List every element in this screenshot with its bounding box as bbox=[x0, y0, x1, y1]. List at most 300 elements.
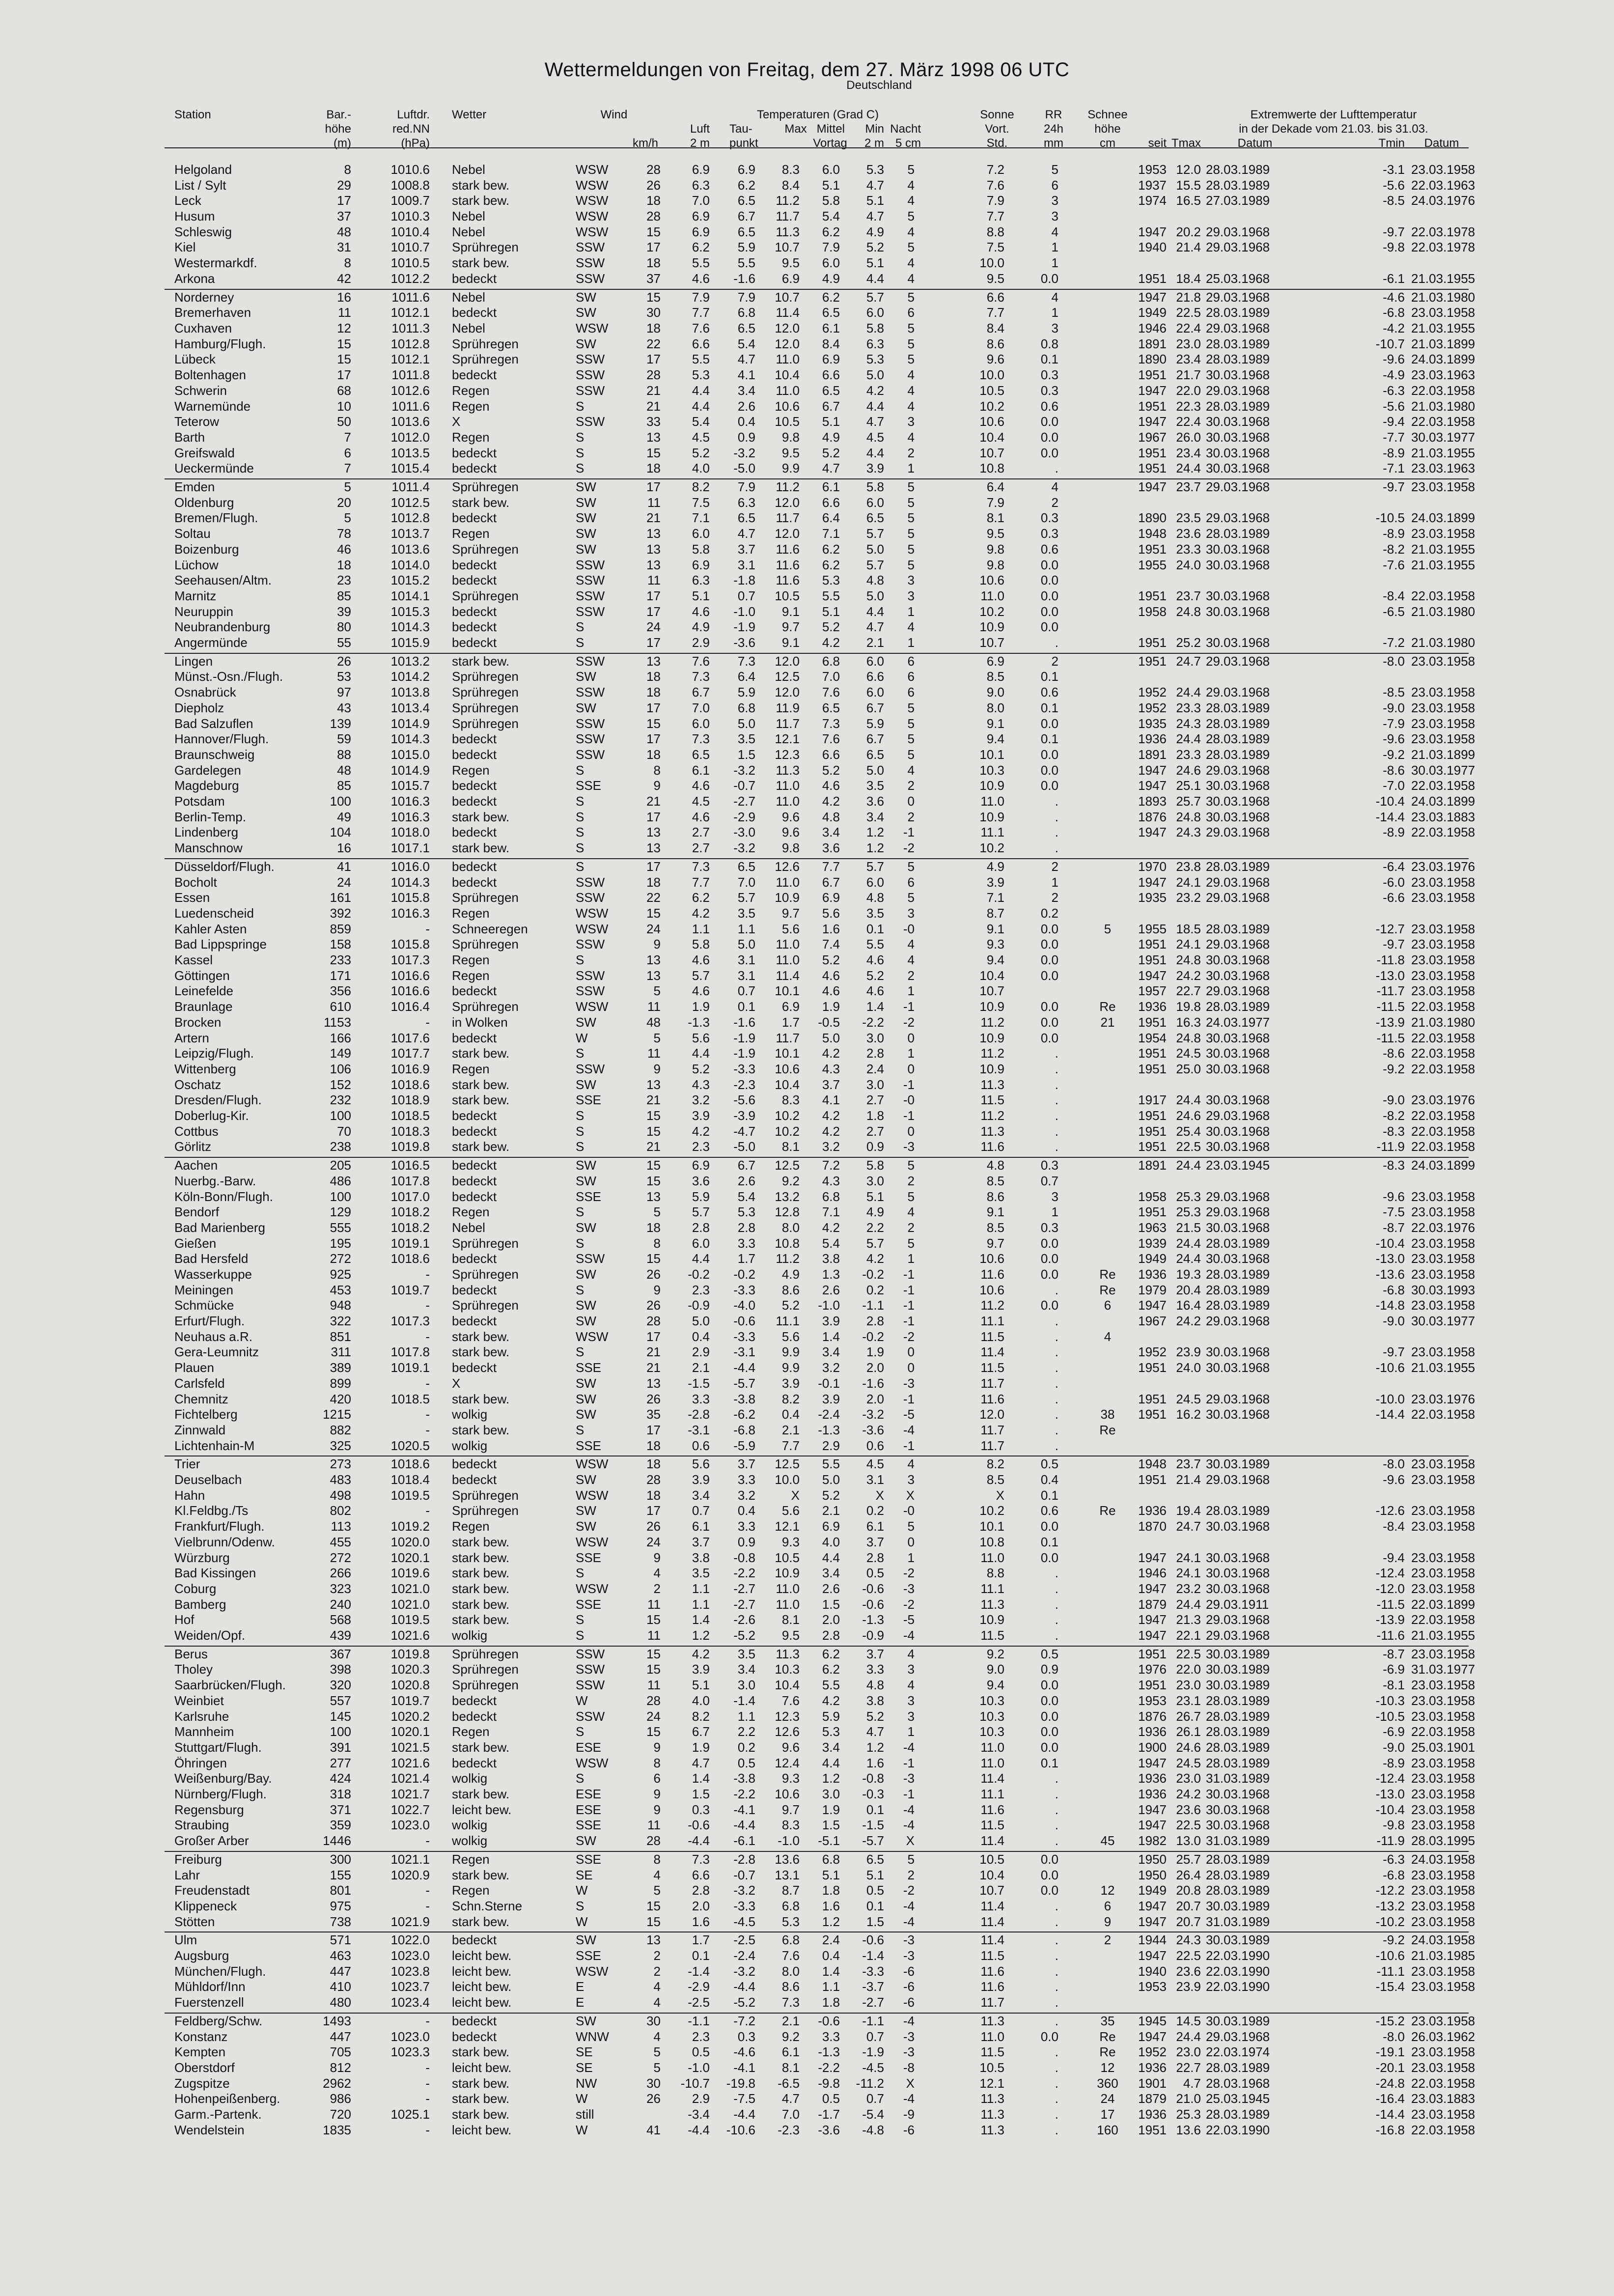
cell-dew-point: -2.2 bbox=[733, 1787, 755, 1801]
cell-night-min: 5 bbox=[907, 1852, 915, 1867]
cell-max-temp: 9.3 bbox=[781, 1771, 800, 1786]
cell-dew-point: -2.3 bbox=[733, 1077, 755, 1092]
cell-tmax: 24.8 bbox=[1176, 952, 1201, 967]
cell-night-min: 0 bbox=[907, 794, 915, 809]
cell-mean-prev-day: 7.3 bbox=[822, 716, 840, 731]
cell-air-temp: 6.7 bbox=[692, 685, 710, 700]
cell-mean-prev-day: 2.4 bbox=[822, 1932, 840, 1947]
cell-mean-prev-day: -1.3 bbox=[818, 1423, 840, 1437]
cell-dew-point: 1.7 bbox=[737, 1251, 755, 1266]
cell-tmax-date: 27.03.1989 bbox=[1206, 193, 1270, 208]
cell-wind-speed: 33 bbox=[646, 414, 661, 429]
cell-since: 1951 bbox=[1138, 635, 1167, 650]
cell-wind-dir: W bbox=[576, 1031, 588, 1045]
cell-tmin-date: 23.03.1883 bbox=[1411, 810, 1475, 824]
cell-wind-speed: 8 bbox=[653, 763, 661, 778]
cell-sun-hours: 11.3 bbox=[980, 2107, 1004, 2122]
cell-bar-height: 149 bbox=[330, 1046, 351, 1061]
cell-dew-point: 3.7 bbox=[737, 542, 755, 557]
cell-pressure: 1018.5 bbox=[390, 1108, 430, 1123]
cell-precip: . bbox=[1055, 461, 1058, 476]
cell-bar-height: 320 bbox=[330, 1678, 351, 1692]
group-separator bbox=[165, 1646, 1469, 1647]
cell-air-temp: 6.9 bbox=[692, 224, 710, 239]
cell-weather: Sprühregen bbox=[452, 479, 519, 494]
cell-dew-point: 3.3 bbox=[737, 1472, 755, 1487]
cell-sun-hours: 9.1 bbox=[986, 1204, 1004, 1219]
cell-tmax-date: 29.03.1968 bbox=[1206, 290, 1270, 305]
cell-air-temp: 6.1 bbox=[692, 1519, 710, 1534]
cell-mean-prev-day: 7.1 bbox=[822, 1204, 840, 1219]
cell-mean-prev-day: 6.5 bbox=[822, 383, 840, 398]
cell-tmax: 25.4 bbox=[1176, 1124, 1201, 1139]
cell-since: 1963 bbox=[1138, 1220, 1167, 1235]
cell-dew-point: -4.4 bbox=[733, 1818, 755, 1832]
cell-bar-height: 899 bbox=[330, 1376, 351, 1391]
cell-tmax: 25.3 bbox=[1176, 1204, 1201, 1219]
cell-sun-hours: 10.1 bbox=[979, 1519, 1004, 1534]
cell-station: Regensburg bbox=[174, 1802, 244, 1817]
cell-bar-height: 571 bbox=[330, 1932, 351, 1947]
cell-precip: 0.0 bbox=[1040, 1693, 1058, 1708]
cell-sun-hours: 11.6 bbox=[980, 1139, 1004, 1154]
cell-tmin: -11.8 bbox=[1376, 952, 1405, 967]
cell-tmin: -13.9 bbox=[1375, 1612, 1405, 1627]
cell-wind-speed: 21 bbox=[646, 1092, 661, 1107]
cell-tmin: -8.7 bbox=[1383, 1647, 1405, 1661]
cell-station: Feldberg/Schw. bbox=[174, 2014, 263, 2028]
cell-since: 1947 bbox=[1138, 1948, 1167, 1963]
cell-sun-hours: 11.2 bbox=[980, 1298, 1004, 1313]
cell-bar-height: 277 bbox=[330, 1756, 351, 1770]
cell-max-temp: 4.7 bbox=[781, 2091, 800, 2106]
cell-night-min: 1 bbox=[907, 461, 915, 476]
cell-max-temp: 7.0 bbox=[781, 2107, 800, 2122]
cell-air-temp: 7.7 bbox=[692, 305, 710, 320]
cell-snow: 6 bbox=[1104, 1899, 1112, 1913]
cell-dew-point: 5.9 bbox=[737, 685, 755, 700]
cell-tmax: 23.1 bbox=[1176, 1693, 1201, 1708]
cell-night-min: -1 bbox=[903, 1298, 915, 1313]
cell-weather: bedeckt bbox=[452, 573, 497, 588]
cell-sun-hours: 4.8 bbox=[986, 1158, 1004, 1173]
cell-min-temp: 1.9 bbox=[866, 1344, 884, 1359]
cell-tmin: -8.5 bbox=[1383, 685, 1405, 700]
cell-mean-prev-day: 1.5 bbox=[822, 1818, 840, 1832]
cell-air-temp: -1.3 bbox=[688, 1015, 710, 1030]
cell-tmin: -10.4 bbox=[1375, 1802, 1405, 1817]
cell-since: 1936 bbox=[1138, 1771, 1167, 1786]
cell-tmin-date: 23.03.1976 bbox=[1411, 1392, 1475, 1406]
cell-tmax-date: 29.03.1968 bbox=[1206, 383, 1270, 398]
cell-tmin: -8.3 bbox=[1383, 1124, 1405, 1139]
cell-pressure: 1009.7 bbox=[390, 193, 430, 208]
cell-pressure: 1015.7 bbox=[390, 778, 430, 793]
cell-since: 1944 bbox=[1138, 1932, 1167, 1947]
header-std: Std. bbox=[986, 137, 1008, 150]
cell-wind-speed: 2 bbox=[653, 1948, 661, 1963]
cell-tmax-date: 29.03.1968 bbox=[1206, 1392, 1270, 1406]
cell-bar-height: 453 bbox=[330, 1283, 351, 1297]
cell-tmin: -8.7 bbox=[1383, 1220, 1405, 1235]
cell-sun-hours: 10.9 bbox=[979, 810, 1004, 824]
cell-min-temp: 5.0 bbox=[866, 763, 884, 778]
cell-air-temp: 4.4 bbox=[692, 1046, 710, 1061]
cell-station: Klippeneck bbox=[174, 1899, 237, 1913]
header-datum2: Datum bbox=[1424, 137, 1459, 150]
cell-tmax: 25.2 bbox=[1176, 635, 1201, 650]
cell-min-temp: 5.8 bbox=[866, 1158, 884, 1173]
cell-air-temp: -3.4 bbox=[688, 2107, 710, 2122]
cell-station: Potsdam bbox=[174, 794, 225, 809]
cell-sun-hours: 10.4 bbox=[979, 1868, 1004, 1882]
cell-night-min: -1 bbox=[903, 1438, 915, 1453]
cell-max-temp: 10.3 bbox=[775, 1662, 800, 1677]
cell-dew-point: 0.7 bbox=[737, 588, 755, 603]
cell-mean-prev-day: 3.8 bbox=[822, 1251, 840, 1266]
cell-pressure: - bbox=[425, 1015, 430, 1030]
cell-wind-dir: S bbox=[576, 1124, 584, 1139]
cell-bar-height: 70 bbox=[337, 1124, 351, 1139]
cell-precip: . bbox=[1055, 2123, 1058, 2137]
cell-tmin-date: 23.03.1958 bbox=[1411, 2014, 1475, 2028]
cell-tmax-date: 30.03.1989 bbox=[1206, 1678, 1270, 1692]
cell-tmax-date: 29.03.1968 bbox=[1206, 224, 1270, 239]
cell-tmin-date: 21.03.1980 bbox=[1411, 1015, 1475, 1030]
cell-since: 1891 bbox=[1138, 336, 1167, 351]
group-separator bbox=[165, 478, 1469, 479]
cell-station: Gera-Leumnitz bbox=[174, 1344, 259, 1359]
cell-mean-prev-day: 4.6 bbox=[822, 778, 840, 793]
cell-pressure: 1012.8 bbox=[390, 510, 430, 525]
cell-air-temp: 4.4 bbox=[692, 1251, 710, 1266]
cell-night-min: -4 bbox=[903, 1914, 915, 1929]
cell-pressure: 1010.6 bbox=[390, 162, 430, 177]
cell-air-temp: 4.6 bbox=[692, 271, 710, 286]
cell-tmax: 26.7 bbox=[1176, 1709, 1201, 1724]
cell-pressure: 1010.4 bbox=[390, 224, 430, 239]
cell-bar-height: 1153 bbox=[324, 1015, 351, 1030]
cell-weather: stark bew. bbox=[452, 2044, 510, 2059]
cell-sun-hours: 10.7 bbox=[979, 1883, 1004, 1898]
cell-dew-point: 3.7 bbox=[737, 1456, 755, 1471]
group-separator bbox=[165, 653, 1469, 654]
cell-tmin-date: 21.03.1955 bbox=[1411, 1628, 1475, 1643]
cell-air-temp: 5.6 bbox=[692, 1456, 710, 1471]
cell-max-temp: 11.4 bbox=[776, 968, 800, 983]
cell-bar-height: 7 bbox=[344, 430, 351, 445]
cell-station: Leck bbox=[174, 193, 201, 208]
cell-tmin: -12.6 bbox=[1375, 1503, 1405, 1518]
cell-weather: stark bew. bbox=[452, 193, 510, 208]
cell-min-temp: 5.0 bbox=[866, 542, 884, 557]
cell-tmin-date: 23.03.1958 bbox=[1411, 1964, 1475, 1979]
cell-wind-speed: 4 bbox=[653, 1995, 661, 2010]
cell-tmin: -9.4 bbox=[1383, 414, 1405, 429]
cell-pressure: 1018.6 bbox=[390, 1077, 430, 1092]
cell-weather: bedeckt bbox=[452, 446, 497, 460]
cell-max-temp: 11.0 bbox=[776, 875, 800, 890]
cell-station: Freiburg bbox=[174, 1852, 222, 1867]
cell-snow: 12 bbox=[1100, 1883, 1115, 1898]
cell-since: 1947 bbox=[1138, 1756, 1167, 1770]
cell-tmin: -7.2 bbox=[1383, 635, 1405, 650]
cell-dew-point: 0.5 bbox=[737, 1756, 755, 1770]
cell-weather: stark bew. bbox=[452, 178, 510, 193]
cell-sun-hours: 11.4 bbox=[980, 1771, 1004, 1786]
cell-tmin-date: 21.03.1955 bbox=[1411, 271, 1475, 286]
cell-station: Fichtelberg bbox=[174, 1407, 238, 1422]
cell-weather: stark bew. bbox=[452, 654, 510, 669]
cell-dew-point: -1.9 bbox=[733, 619, 755, 634]
cell-wind-speed: 24 bbox=[646, 1535, 661, 1549]
cell-weather: bedeckt bbox=[452, 271, 497, 286]
cell-wind-speed: 28 bbox=[646, 367, 661, 382]
cell-tmin: -11.5 bbox=[1376, 1031, 1405, 1045]
cell-precip: 0.0 bbox=[1040, 1678, 1058, 1692]
cell-wind-dir: E bbox=[576, 1995, 584, 2010]
cell-precip: . bbox=[1055, 1787, 1058, 1801]
cell-station: Husum bbox=[174, 209, 215, 224]
cell-bar-height: 48 bbox=[337, 763, 351, 778]
cell-min-temp: -3.6 bbox=[862, 1423, 884, 1437]
cell-tmax-date: 30.03.1968 bbox=[1206, 1092, 1270, 1107]
cell-precip: . bbox=[1055, 1046, 1058, 1061]
cell-pressure: 1013.6 bbox=[390, 542, 430, 557]
cell-sun-hours: 9.7 bbox=[986, 1236, 1004, 1251]
cell-station: Würzburg bbox=[174, 1550, 230, 1565]
cell-air-temp: 1.4 bbox=[692, 1771, 710, 1786]
cell-dew-point: -1.0 bbox=[733, 604, 755, 619]
cell-station: Gardelegen bbox=[174, 763, 241, 778]
cell-weather: stark bew. bbox=[452, 1740, 510, 1755]
cell-tmax-date: 29.03.1968 bbox=[1206, 685, 1270, 700]
cell-night-min: -3 bbox=[903, 1581, 915, 1596]
cell-weather: Schneeregen bbox=[452, 922, 528, 936]
cell-tmax: 20.7 bbox=[1176, 1899, 1201, 1913]
cell-bar-height: 53 bbox=[337, 669, 351, 684]
cell-precip: . bbox=[1055, 794, 1058, 809]
cell-precip: 0.1 bbox=[1040, 1535, 1058, 1549]
cell-max-temp: 7.7 bbox=[781, 1438, 800, 1453]
cell-mean-prev-day: -0.1 bbox=[818, 1376, 840, 1391]
cell-precip: . bbox=[1055, 1092, 1058, 1107]
cell-since: 1951 bbox=[1138, 271, 1167, 286]
cell-station: Zinnwald bbox=[174, 1423, 226, 1437]
cell-min-temp: -1.5 bbox=[862, 1818, 884, 1832]
cell-weather: stark bew. bbox=[452, 1329, 510, 1344]
cell-wind-dir: SSE bbox=[576, 778, 602, 793]
cell-wind-speed: 18 bbox=[646, 747, 661, 762]
cell-wind-speed: 18 bbox=[646, 255, 661, 270]
cell-pressure: 1008.8 bbox=[390, 178, 430, 193]
cell-wind-speed: 15 bbox=[646, 1124, 661, 1139]
cell-since: 1879 bbox=[1138, 1597, 1167, 1612]
cell-air-temp: 5.5 bbox=[692, 352, 710, 366]
cell-since: 1976 bbox=[1138, 1662, 1167, 1677]
cell-since: 1936 bbox=[1138, 1724, 1167, 1739]
cell-wind-dir: SW bbox=[576, 669, 596, 684]
cell-since: 1951 bbox=[1138, 654, 1167, 669]
cell-since: 1953 bbox=[1138, 162, 1167, 177]
cell-tmax-date: 28.03.1989 bbox=[1206, 1236, 1270, 1251]
cell-dew-point: 1.1 bbox=[737, 922, 755, 936]
cell-wind-speed: 17 bbox=[646, 604, 661, 619]
cell-sun-hours: 10.4 bbox=[979, 430, 1004, 445]
cell-min-temp: -1.3 bbox=[862, 1612, 884, 1627]
cell-night-min: -4 bbox=[903, 1423, 915, 1437]
cell-tmin-date: 22.03.1899 bbox=[1411, 1597, 1475, 1612]
cell-station: Lübeck bbox=[174, 352, 216, 366]
cell-tmax-date: 30.03.1968 bbox=[1206, 604, 1270, 619]
cell-bar-height: 398 bbox=[330, 1662, 351, 1677]
cell-min-temp: 4.7 bbox=[866, 209, 884, 224]
cell-max-temp: 6.9 bbox=[781, 999, 800, 1014]
cell-tmin-date: 23.03.1958 bbox=[1411, 162, 1475, 177]
cell-since: 1947 bbox=[1138, 1550, 1167, 1565]
cell-tmin: -11.6 bbox=[1376, 1628, 1405, 1643]
cell-precip: 0.0 bbox=[1040, 1251, 1058, 1266]
cell-bar-height: 240 bbox=[330, 1597, 351, 1612]
cell-max-temp: 11.0 bbox=[776, 352, 800, 366]
cell-tmin-date: 22.03.1958 bbox=[1411, 1407, 1475, 1422]
cell-dew-point: 4.1 bbox=[737, 367, 755, 382]
cell-wind-dir: S bbox=[576, 840, 584, 855]
cell-tmin-date: 21.03.1899 bbox=[1411, 747, 1475, 762]
cell-tmax-date: 22.03.1990 bbox=[1206, 1964, 1270, 1979]
cell-tmin-date: 30.03.1977 bbox=[1411, 1314, 1475, 1328]
cell-tmin: -20.1 bbox=[1375, 2060, 1405, 2075]
cell-bar-height: 272 bbox=[330, 1251, 351, 1266]
cell-bar-height: 1835 bbox=[323, 2123, 351, 2137]
cell-precip: 0.1 bbox=[1040, 731, 1058, 746]
cell-wind-speed: 24 bbox=[646, 619, 661, 634]
cell-weather: Sprühregen bbox=[452, 1488, 519, 1503]
cell-wind-dir: S bbox=[576, 1724, 584, 1739]
cell-night-min: 2 bbox=[907, 968, 915, 983]
cell-night-min: -3 bbox=[903, 1139, 915, 1154]
cell-precip: 0.0 bbox=[1040, 778, 1058, 793]
cell-precip: 0.0 bbox=[1040, 937, 1058, 952]
cell-max-temp: 11.2 bbox=[776, 193, 800, 208]
cell-wind-dir: S bbox=[576, 1612, 584, 1627]
cell-max-temp: 9.7 bbox=[781, 906, 800, 921]
cell-station: Schleswig bbox=[174, 224, 232, 239]
cell-night-min: 1 bbox=[907, 604, 915, 619]
cell-tmin-date: 21.03.1955 bbox=[1411, 1360, 1475, 1375]
cell-sun-hours: 7.9 bbox=[986, 495, 1004, 510]
cell-sun-hours: 7.1 bbox=[986, 890, 1004, 905]
cell-weather: bedeckt bbox=[452, 510, 497, 525]
cell-wind-speed: 13 bbox=[646, 1077, 661, 1092]
cell-max-temp: 10.6 bbox=[775, 1062, 800, 1076]
cell-night-min: 2 bbox=[907, 1174, 915, 1188]
cell-sun-hours: 10.3 bbox=[979, 1709, 1004, 1724]
cell-air-temp: 1.1 bbox=[692, 922, 710, 936]
cell-wind-speed: 11 bbox=[647, 999, 661, 1014]
cell-mean-prev-day: 3.2 bbox=[822, 1139, 840, 1154]
cell-max-temp: 10.1 bbox=[775, 1046, 800, 1061]
cell-tmax: 23.0 bbox=[1176, 1771, 1201, 1786]
cell-dew-point: -5.6 bbox=[733, 1092, 755, 1107]
cell-wind-speed: 26 bbox=[646, 1298, 661, 1313]
cell-tmax: 22.7 bbox=[1176, 2060, 1201, 2075]
cell-weather: Regen bbox=[452, 1852, 490, 1867]
header-bar: Bar.- bbox=[326, 108, 351, 121]
cell-tmax: 26.0 bbox=[1176, 430, 1201, 445]
cell-tmax-date: 30.03.1968 bbox=[1206, 1124, 1270, 1139]
cell-min-temp: 5.7 bbox=[866, 526, 884, 541]
cell-max-temp: -1.0 bbox=[778, 1833, 800, 1848]
cell-min-temp: 5.5 bbox=[866, 937, 884, 952]
cell-night-min: -1 bbox=[903, 1392, 915, 1406]
cell-tmax: 22.5 bbox=[1176, 305, 1201, 320]
cell-max-temp: 11.0 bbox=[776, 778, 800, 793]
cell-tmax-date: 28.03.1989 bbox=[1206, 700, 1270, 715]
cell-precip: . bbox=[1055, 1139, 1058, 1154]
cell-wind-dir: S bbox=[576, 1899, 584, 1913]
cell-pressure: 1017.0 bbox=[390, 1189, 430, 1204]
cell-wind-dir: SW bbox=[576, 479, 596, 494]
cell-pressure: 1014.2 bbox=[390, 669, 430, 684]
cell-since: 1952 bbox=[1138, 700, 1167, 715]
cell-since: 1946 bbox=[1138, 321, 1167, 336]
cell-tmin-date: 23.03.1958 bbox=[1411, 968, 1475, 983]
cell-wind-speed: 15 bbox=[646, 906, 661, 921]
cell-wind-dir: SSW bbox=[576, 1647, 605, 1661]
cell-since: 1958 bbox=[1138, 1189, 1167, 1204]
cell-max-temp: 10.8 bbox=[775, 1236, 800, 1251]
cell-tmax-date: 30.03.1968 bbox=[1206, 1407, 1270, 1422]
cell-night-min: 2 bbox=[907, 446, 915, 460]
cell-max-temp: 12.1 bbox=[775, 1519, 800, 1534]
cell-night-min: 0 bbox=[907, 1124, 915, 1139]
cell-weather: wolkig bbox=[452, 1818, 488, 1832]
cell-night-min: 5 bbox=[907, 558, 915, 572]
cell-sun-hours: 8.4 bbox=[986, 321, 1004, 336]
cell-tmax-date: 29.03.1968 bbox=[1206, 875, 1270, 890]
cell-mean-prev-day: 4.2 bbox=[822, 1046, 840, 1061]
cell-tmin: -8.2 bbox=[1383, 542, 1405, 557]
cell-wind-dir: SSW bbox=[576, 890, 605, 905]
cell-tmin: -8.2 bbox=[1383, 1108, 1405, 1123]
cell-weather: stark bew. bbox=[452, 1566, 510, 1580]
cell-wind-speed: 13 bbox=[646, 825, 661, 840]
cell-pressure: 1017.1 bbox=[390, 840, 430, 855]
cell-night-min: 3 bbox=[907, 1709, 915, 1724]
cell-weather: Regen bbox=[452, 1204, 490, 1219]
cell-wind-speed: 13 bbox=[646, 1932, 661, 1947]
cell-tmax: 23.6 bbox=[1176, 1964, 1201, 1979]
cell-tmin-date: 23.03.1958 bbox=[1411, 1519, 1475, 1534]
cell-max-temp: 9.7 bbox=[781, 1802, 800, 1817]
cell-sun-hours: 10.6 bbox=[979, 414, 1004, 429]
cell-pressure: 1019.1 bbox=[390, 1360, 430, 1375]
cell-air-temp: 6.0 bbox=[692, 716, 710, 731]
cell-wind-dir: SSE bbox=[576, 1597, 602, 1612]
cell-bar-height: 882 bbox=[330, 1423, 351, 1437]
cell-precip: 0.0 bbox=[1040, 1868, 1058, 1882]
cell-sun-hours: 11.3 bbox=[980, 1077, 1004, 1092]
cell-weather: Regen bbox=[452, 1062, 490, 1076]
cell-weather: Regen bbox=[452, 430, 490, 445]
cell-since: 1951 bbox=[1138, 446, 1167, 460]
cell-tmin-date: 23.03.1958 bbox=[1411, 1756, 1475, 1770]
cell-wind-speed: 17 bbox=[646, 588, 661, 603]
cell-since: 1953 bbox=[1138, 1693, 1167, 1708]
cell-wind-speed: 26 bbox=[646, 1267, 661, 1282]
cell-air-temp: 2.9 bbox=[692, 2091, 710, 2106]
